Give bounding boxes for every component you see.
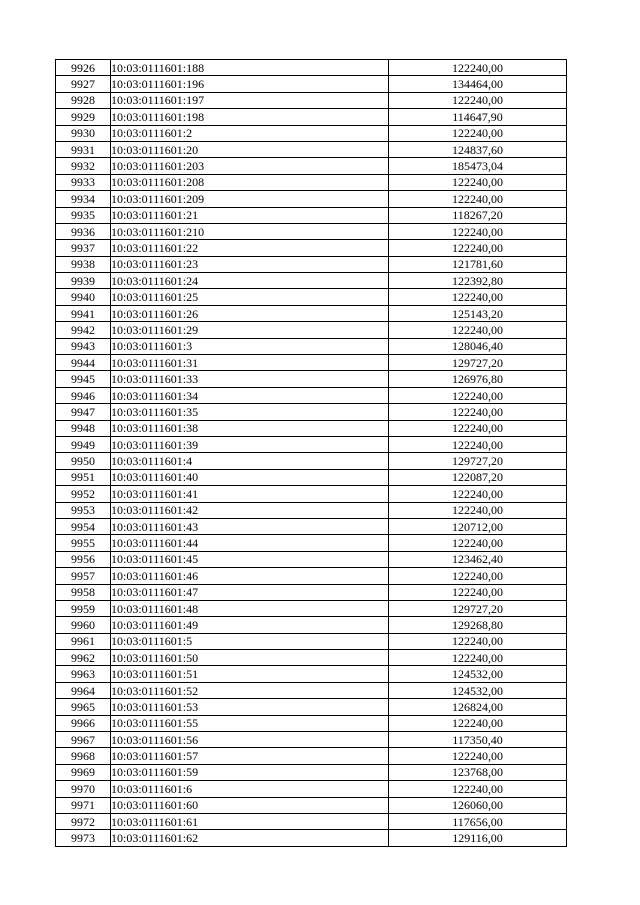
row-number-cell: 9970 [56,781,111,797]
cadastral-number-cell: 10:03:0111601:40 [111,469,389,485]
cadastral-number-cell: 10:03:0111601:23 [111,256,389,272]
cadastral-number-cell: 10:03:0111601:55 [111,715,389,731]
cadastral-number-cell: 10:03:0111601:6 [111,781,389,797]
table-row [56,191,567,207]
table-row [56,158,567,174]
table-row [56,289,567,305]
table-row [56,486,567,502]
amount-cell: 122240,00 [389,502,567,518]
amount-cell: 129116,00 [389,830,567,846]
cadastral-number-cell: 10:03:0111601:38 [111,420,389,436]
row-number-cell: 9952 [56,486,111,502]
cadastral-number-cell: 10:03:0111601:62 [111,830,389,846]
row-number-cell: 9926 [56,60,111,76]
amount-cell: 122240,00 [389,60,567,76]
amount-cell: 125143,20 [389,305,567,321]
amount-cell: 122240,00 [389,420,567,436]
amount-cell: 122392,80 [389,273,567,289]
amount-cell: 122240,00 [389,436,567,452]
amount-cell: 128046,40 [389,338,567,354]
cadastral-number-cell: 10:03:0111601:22 [111,240,389,256]
table-row [56,650,567,666]
table-row [56,715,567,731]
table-row [56,240,567,256]
row-number-cell: 9960 [56,617,111,633]
row-number-cell: 9930 [56,125,111,141]
table-row [56,76,567,92]
table-row [56,174,567,190]
row-number-cell: 9945 [56,371,111,387]
table-row [56,109,567,125]
cadastral-number-cell: 10:03:0111601:57 [111,748,389,764]
table-row [56,633,567,649]
cadastral-number-cell: 10:03:0111601:3 [111,338,389,354]
amount-cell: 122240,00 [389,715,567,731]
cadastral-number-cell: 10:03:0111601:5 [111,633,389,649]
table-row [56,748,567,764]
amount-cell: 114647,90 [389,109,567,125]
table-row [56,568,567,584]
table-row [56,60,567,76]
amount-cell: 122240,00 [389,650,567,666]
cadastral-number-cell: 10:03:0111601:35 [111,404,389,420]
amount-cell: 129268,80 [389,617,567,633]
table-row [56,125,567,141]
row-number-cell: 9936 [56,223,111,239]
row-number-cell: 9950 [56,453,111,469]
table-row [56,404,567,420]
amount-cell: 122240,00 [389,125,567,141]
row-number-cell: 9942 [56,322,111,338]
amount-cell: 123462,40 [389,551,567,567]
row-number-cell: 9935 [56,207,111,223]
row-number-cell: 9959 [56,600,111,616]
amount-cell: 129727,20 [389,453,567,469]
amount-cell: 129727,20 [389,600,567,616]
row-number-cell: 9943 [56,338,111,354]
row-number-cell: 9949 [56,436,111,452]
row-number-cell: 9928 [56,92,111,108]
cadastral-number-cell: 10:03:0111601:47 [111,584,389,600]
table-row [56,322,567,338]
row-number-cell: 9946 [56,387,111,403]
cadastral-number-cell: 10:03:0111601:56 [111,732,389,748]
amount-cell: 122240,00 [389,223,567,239]
table-row [56,764,567,780]
table-row [56,732,567,748]
amount-cell: 122240,00 [389,240,567,256]
amount-cell: 122240,00 [389,174,567,190]
row-number-cell: 9958 [56,584,111,600]
cadastral-number-cell: 10:03:0111601:25 [111,289,389,305]
amount-cell: 122240,00 [389,404,567,420]
cadastral-number-cell: 10:03:0111601:41 [111,486,389,502]
amount-cell: 124837,60 [389,141,567,157]
cadastral-number-cell: 10:03:0111601:198 [111,109,389,125]
cadastral-number-cell: 10:03:0111601:24 [111,273,389,289]
row-number-cell: 9940 [56,289,111,305]
table-row [56,453,567,469]
table-body [56,60,567,847]
cadastral-number-cell: 10:03:0111601:39 [111,436,389,452]
row-number-cell: 9947 [56,404,111,420]
amount-cell: 118267,20 [389,207,567,223]
cadastral-number-cell: 10:03:0111601:50 [111,650,389,666]
cadastral-number-cell: 10:03:0111601:203 [111,158,389,174]
cadastral-number-cell: 10:03:0111601:46 [111,568,389,584]
cadastral-number-cell: 10:03:0111601:210 [111,223,389,239]
table-row [56,223,567,239]
amount-cell: 126824,00 [389,699,567,715]
table-row [56,551,567,567]
table-row [56,371,567,387]
amount-cell: 126976,80 [389,371,567,387]
amount-cell: 122087,20 [389,469,567,485]
table-row [56,338,567,354]
amount-cell: 117350,40 [389,732,567,748]
row-number-cell: 9932 [56,158,111,174]
cadastral-number-cell: 10:03:0111601:20 [111,141,389,157]
amount-cell: 124532,00 [389,666,567,682]
row-number-cell: 9937 [56,240,111,256]
table-row [56,141,567,157]
data-table [55,59,567,847]
row-number-cell: 9971 [56,797,111,813]
amount-cell: 122240,00 [389,568,567,584]
table-row [56,207,567,223]
row-number-cell: 9954 [56,518,111,534]
table-row [56,682,567,698]
cadastral-number-cell: 10:03:0111601:61 [111,813,389,829]
table-row [56,781,567,797]
cadastral-number-cell: 10:03:0111601:33 [111,371,389,387]
table-row [56,387,567,403]
row-number-cell: 9933 [56,174,111,190]
row-number-cell: 9961 [56,633,111,649]
amount-cell: 122240,00 [389,289,567,305]
row-number-cell: 9938 [56,256,111,272]
cadastral-number-cell: 10:03:0111601:31 [111,355,389,371]
row-number-cell: 9944 [56,355,111,371]
cadastral-number-cell: 10:03:0111601:59 [111,764,389,780]
row-number-cell: 9955 [56,535,111,551]
cadastral-number-cell: 10:03:0111601:45 [111,551,389,567]
amount-cell: 117656,00 [389,813,567,829]
table-row [56,436,567,452]
table-row [56,256,567,272]
cadastral-number-cell: 10:03:0111601:51 [111,666,389,682]
cadastral-number-cell: 10:03:0111601:209 [111,191,389,207]
table-row [56,92,567,108]
table-row [56,699,567,715]
amount-cell: 129727,20 [389,355,567,371]
cadastral-number-cell: 10:03:0111601:34 [111,387,389,403]
amount-cell: 122240,00 [389,781,567,797]
amount-cell: 122240,00 [389,748,567,764]
row-number-cell: 9953 [56,502,111,518]
amount-cell: 122240,00 [389,535,567,551]
amount-cell: 121781,60 [389,256,567,272]
table-row [56,355,567,371]
cadastral-number-cell: 10:03:0111601:53 [111,699,389,715]
row-number-cell: 9962 [56,650,111,666]
amount-cell: 124532,00 [389,682,567,698]
table-row [56,830,567,846]
row-number-cell: 9951 [56,469,111,485]
table-row [56,305,567,321]
table-row [56,469,567,485]
cadastral-number-cell: 10:03:0111601:2 [111,125,389,141]
amount-cell: 122240,00 [389,584,567,600]
row-number-cell: 9973 [56,830,111,846]
row-number-cell: 9927 [56,76,111,92]
row-number-cell: 9965 [56,699,111,715]
amount-cell: 185473,04 [389,158,567,174]
table-row [56,600,567,616]
amount-cell: 122240,00 [389,486,567,502]
row-number-cell: 9966 [56,715,111,731]
cadastral-number-cell: 10:03:0111601:4 [111,453,389,469]
cadastral-number-cell: 10:03:0111601:29 [111,322,389,338]
row-number-cell: 9948 [56,420,111,436]
cadastral-number-cell: 10:03:0111601:197 [111,92,389,108]
table-row [56,535,567,551]
table-row [56,420,567,436]
row-number-cell: 9956 [56,551,111,567]
amount-cell: 123768,00 [389,764,567,780]
table-row [56,502,567,518]
cadastral-number-cell: 10:03:0111601:208 [111,174,389,190]
amount-cell: 122240,00 [389,387,567,403]
cadastral-number-cell: 10:03:0111601:52 [111,682,389,698]
amount-cell: 120712,00 [389,518,567,534]
table-row [56,273,567,289]
row-number-cell: 9957 [56,568,111,584]
amount-cell: 122240,00 [389,633,567,649]
cadastral-number-cell: 10:03:0111601:26 [111,305,389,321]
cadastral-number-cell: 10:03:0111601:60 [111,797,389,813]
cadastral-number-cell: 10:03:0111601:196 [111,76,389,92]
table-row [56,666,567,682]
row-number-cell: 9969 [56,764,111,780]
row-number-cell: 9929 [56,109,111,125]
cadastral-number-cell: 10:03:0111601:21 [111,207,389,223]
row-number-cell: 9967 [56,732,111,748]
cadastral-number-cell: 10:03:0111601:42 [111,502,389,518]
amount-cell: 122240,00 [389,92,567,108]
row-number-cell: 9963 [56,666,111,682]
row-number-cell: 9934 [56,191,111,207]
amount-cell: 134464,00 [389,76,567,92]
table-row [56,797,567,813]
row-number-cell: 9941 [56,305,111,321]
table-row [56,813,567,829]
row-number-cell: 9968 [56,748,111,764]
row-number-cell: 9972 [56,813,111,829]
cadastral-number-cell: 10:03:0111601:49 [111,617,389,633]
cadastral-number-cell: 10:03:0111601:43 [111,518,389,534]
amount-cell: 122240,00 [389,191,567,207]
table-row [56,617,567,633]
cadastral-number-cell: 10:03:0111601:188 [111,60,389,76]
table-row [56,584,567,600]
amount-cell: 126060,00 [389,797,567,813]
cadastral-number-cell: 10:03:0111601:44 [111,535,389,551]
row-number-cell: 9931 [56,141,111,157]
row-number-cell: 9964 [56,682,111,698]
row-number-cell: 9939 [56,273,111,289]
cadastral-number-cell: 10:03:0111601:48 [111,600,389,616]
table-row [56,518,567,534]
amount-cell: 122240,00 [389,322,567,338]
